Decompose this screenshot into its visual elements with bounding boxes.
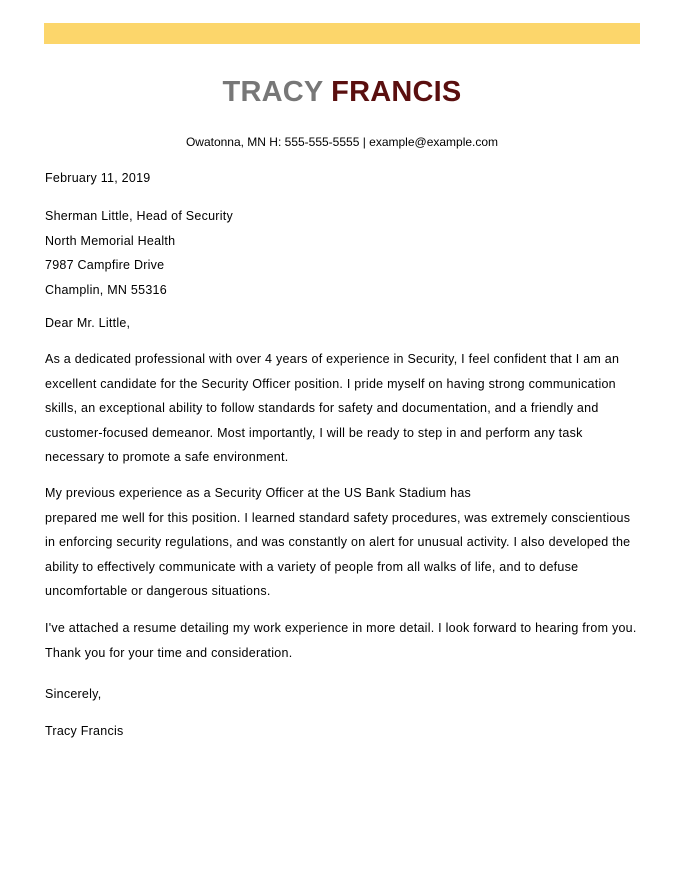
paragraph-text: prepared me well for this position. I learned standard safety procedures, was extremely conscientious in enforcing security regulations, and was constantly on alert for unusual activity. I also developed the ability to effectively communicate with a variety of people from all walks of life, and to defuse uncomfortable or dangerous situations.: [45, 510, 631, 599]
recipient-line: Champlin, MN 55316: [45, 282, 167, 297]
first-name: TRACY: [222, 76, 323, 108]
applicant-name: [0, 74, 684, 110]
recipient-block: [45, 204, 641, 302]
salutation: Dear Mr. Little,: [45, 316, 131, 330]
paragraph: I've attached a resume detailing my work experience in more detail. I look forward to hearing from you. Thank you for your time and consideration.: [45, 621, 637, 660]
paragraph: As a dedicated professional with over 4 years of experience in Security, I feel confident that I am an excellent candidate for the Security Officer position. I pride myself on having strong communication skills, an exceptional ability to follow standards for safety and documentation, and a friendly and customer-focused demeanor. Most importantly, I will be ready to step in and perform any task necessary to promote a safe environment.: [45, 352, 620, 465]
closing: Sincerely,: [45, 687, 102, 701]
letter-date: February 11, 2019: [45, 171, 151, 185]
contact-line: Owatonna, MN H: 555-555-5555 | example@example.com: [185, 135, 499, 149]
paragraph-line: My previous experience as a Security Officer at the US Bank Stadium has: [45, 486, 472, 500]
paragraph: [45, 481, 641, 604]
last-name: FRANCIS: [331, 76, 462, 108]
signature: Tracy Francis: [45, 724, 124, 738]
recipient-line: Sherman Little, Head of Security: [45, 209, 233, 223]
recipient-line: 7987 Campfire Drive: [45, 258, 165, 272]
recipient-line: North Memorial Health: [45, 233, 176, 248]
accent-bar: [44, 23, 640, 44]
